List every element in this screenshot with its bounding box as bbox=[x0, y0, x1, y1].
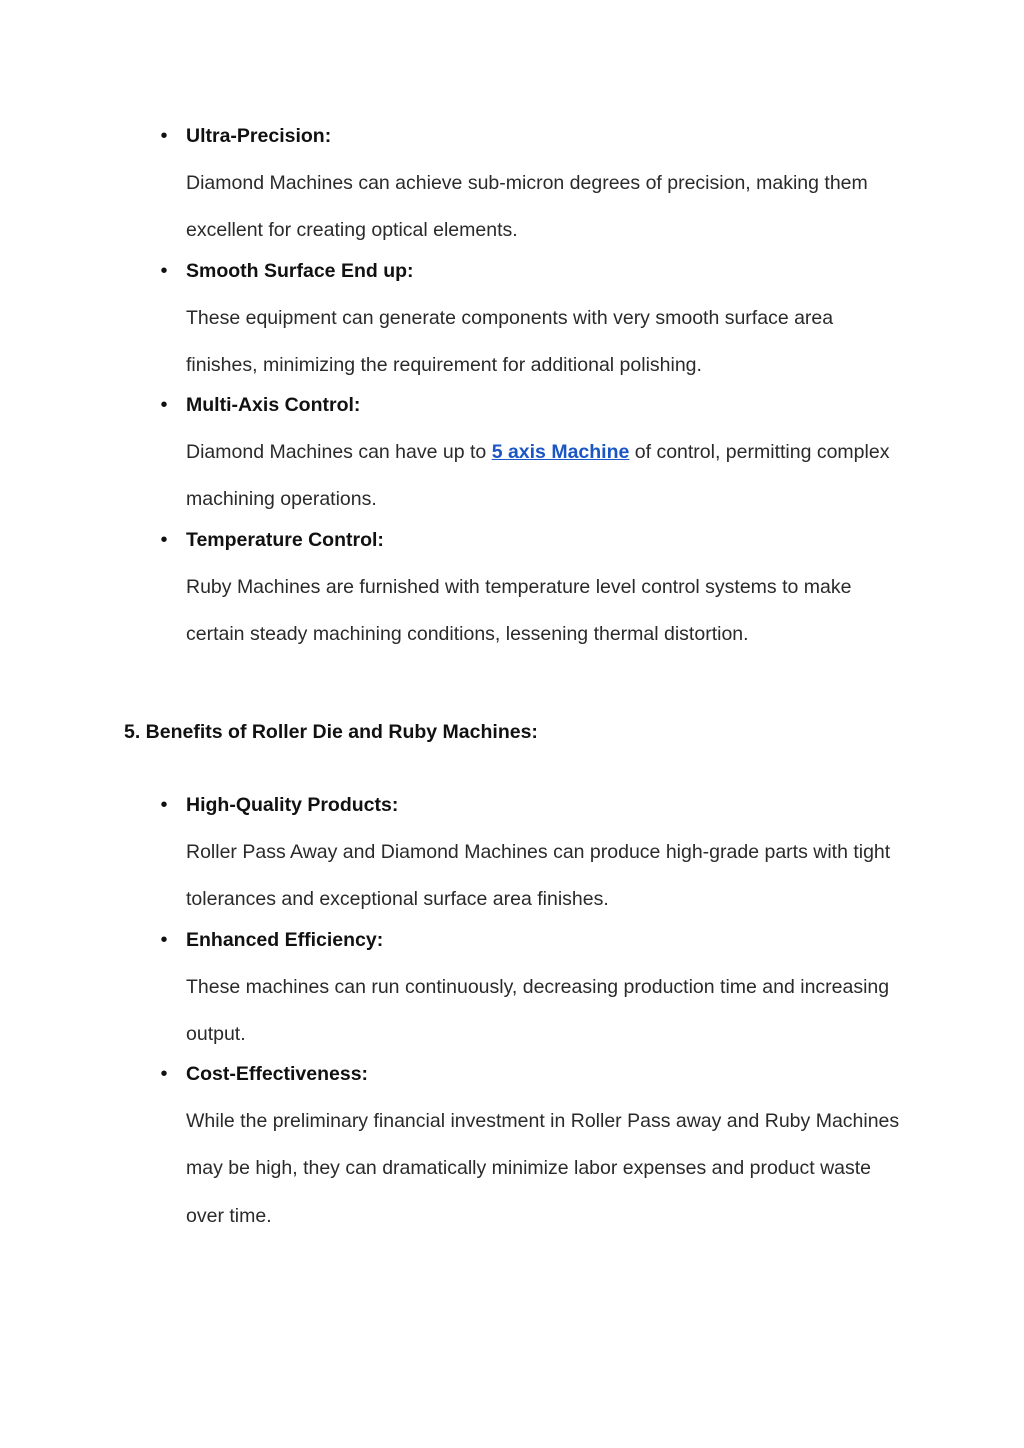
item-text: Ruby Machines are furnished with temperature level control systems to make certain steady machining conditions, lessening thermal distortion. bbox=[186, 575, 852, 646]
list-item bbox=[160, 524, 906, 659]
item-heading: Enhanced Efficiency: bbox=[186, 928, 384, 951]
features-list bbox=[160, 120, 906, 658]
item-heading: Temperature Control: bbox=[186, 528, 384, 551]
bullet-icon: • bbox=[160, 125, 168, 147]
bullet-icon: • bbox=[160, 794, 168, 816]
item-heading: Cost-Effectiveness: bbox=[186, 1063, 369, 1086]
item-text-before-link: Diamond Machines can have up to bbox=[186, 441, 492, 464]
item-text: Diamond Machines can achieve sub-micron degrees of precision, making them excellent for creating optical elements. bbox=[186, 172, 868, 242]
benefits-list bbox=[160, 789, 906, 1240]
five-axis-machine-link[interactable]: 5 axis Machine bbox=[491, 441, 630, 464]
item-heading: Ultra-Precision: bbox=[186, 125, 332, 147]
section-title: 5. Benefits of Roller Die and Ruby Machines: bbox=[124, 721, 538, 743]
bullet-icon: • bbox=[160, 259, 168, 282]
list-item bbox=[160, 1058, 906, 1240]
bullet-icon: • bbox=[160, 928, 168, 951]
bullet-icon: • bbox=[160, 394, 168, 417]
list-item bbox=[160, 255, 906, 390]
item-heading: High-Quality Products: bbox=[186, 794, 399, 816]
item-text-after-link: of control, permitting complex machining operations. bbox=[186, 441, 890, 511]
item-heading: Smooth Surface End up: bbox=[186, 259, 414, 282]
item-text: Roller Pass Away and Diamond Machines can produce high-grade parts with tight tolerances and exceptional surface area finishes. bbox=[186, 841, 891, 911]
item-text: These machines can run continuously, decreasing production time and increasing output. bbox=[186, 975, 890, 1045]
bullet-icon: • bbox=[160, 1063, 168, 1086]
list-item bbox=[160, 924, 906, 1059]
list-item bbox=[160, 120, 906, 255]
item-heading: Multi-Axis Control: bbox=[186, 394, 361, 417]
item-text: While the preliminary financial investment in Roller Pass away and Ruby Machines may be high, they can dramatically minimize labor expenses and product waste over time. bbox=[186, 1110, 900, 1227]
item-text: These equipment can generate components with very smooth surface area finishes, minimizing the requirement for additional polishing. bbox=[186, 306, 834, 376]
item-text bbox=[186, 429, 906, 524]
bullet-icon: • bbox=[160, 528, 168, 551]
list-item bbox=[160, 389, 906, 524]
list-item bbox=[160, 789, 906, 924]
